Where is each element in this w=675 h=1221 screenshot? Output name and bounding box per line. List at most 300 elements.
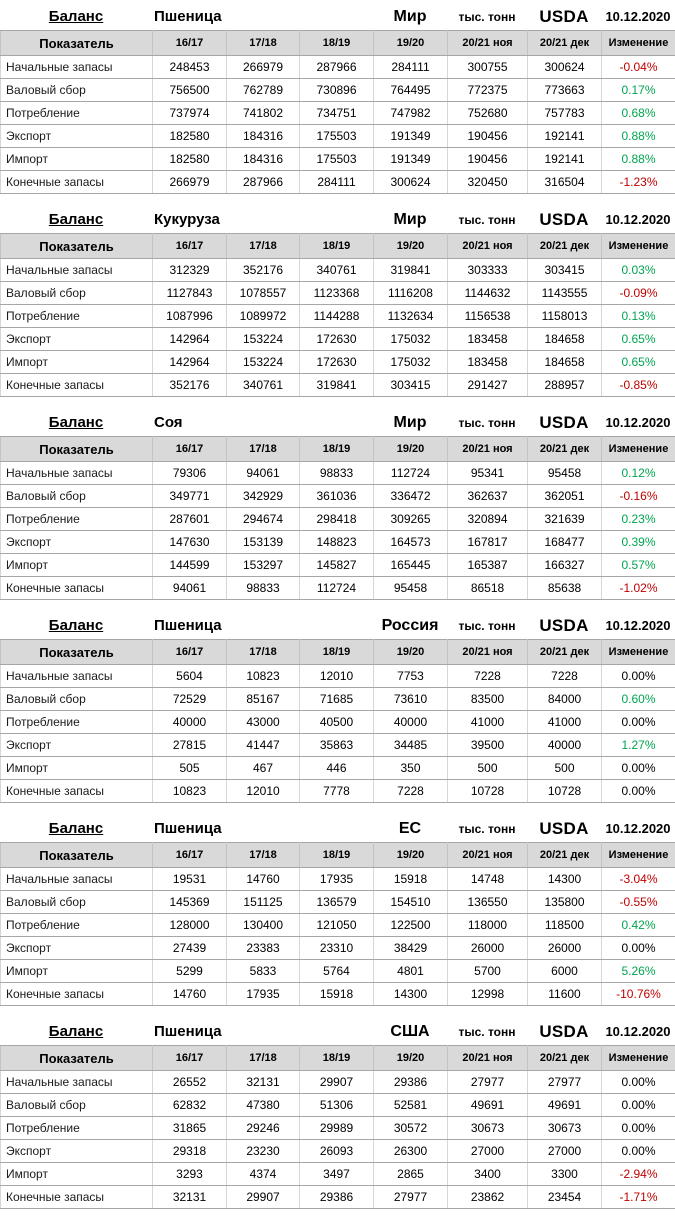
value-cell: 40000	[528, 734, 602, 757]
change-cell: 0.00%	[602, 665, 675, 688]
value-cell: 154510	[374, 891, 448, 914]
value-cell: 362051	[528, 485, 602, 508]
value-cell: 73610	[374, 688, 448, 711]
unit-label: тыс. тонн	[447, 10, 527, 24]
value-cell: 34485	[374, 734, 448, 757]
value-cell: 340761	[300, 259, 374, 282]
change-column-header: Изменение	[602, 31, 675, 56]
table-title-row	[0, 206, 675, 233]
value-cell: 10823	[153, 780, 227, 803]
data-table	[0, 1045, 675, 1209]
value-cell: 266979	[227, 56, 300, 79]
value-cell: 142964	[153, 351, 227, 374]
row-label: Начальные запасы	[1, 56, 153, 79]
value-cell: 12010	[300, 665, 374, 688]
change-cell: 0.00%	[602, 937, 675, 960]
value-cell: 5700	[448, 960, 528, 983]
change-cell: -0.55%	[602, 891, 675, 914]
value-cell: 350	[374, 757, 448, 780]
value-cell: 747982	[374, 102, 448, 125]
source-label: USDA	[527, 413, 601, 433]
data-table	[0, 233, 675, 397]
value-cell: 14760	[227, 868, 300, 891]
unit-label: тыс. тонн	[447, 1025, 527, 1039]
column-header: 18/19	[300, 843, 374, 868]
column-header: 18/19	[300, 1046, 374, 1071]
change-cell: 0.13%	[602, 305, 675, 328]
row-label: Потребление	[1, 305, 153, 328]
value-cell: 41000	[448, 711, 528, 734]
row-label: Начальные запасы	[1, 665, 153, 688]
change-cell: 1.27%	[602, 734, 675, 757]
row-label: Валовый сбор	[1, 891, 153, 914]
change-column-header: Изменение	[602, 234, 675, 259]
table-row	[1, 868, 675, 891]
value-cell: 94061	[227, 462, 300, 485]
source-label: USDA	[527, 210, 601, 230]
unit-label: тыс. тонн	[447, 822, 527, 836]
value-cell: 29246	[227, 1117, 300, 1140]
value-cell: 730896	[300, 79, 374, 102]
value-cell: 94061	[153, 577, 227, 600]
value-cell: 27977	[528, 1071, 602, 1094]
column-header: 20/21 дек	[528, 31, 602, 56]
table-title-row	[0, 815, 675, 842]
value-cell: 1156538	[448, 305, 528, 328]
value-cell: 287966	[300, 56, 374, 79]
value-cell: 14748	[448, 868, 528, 891]
change-cell: -0.16%	[602, 485, 675, 508]
value-cell: 147630	[153, 531, 227, 554]
change-cell: -1.23%	[602, 171, 675, 194]
value-cell: 10728	[448, 780, 528, 803]
change-cell: 0.00%	[602, 1071, 675, 1094]
value-cell: 130400	[227, 914, 300, 937]
value-cell: 62832	[153, 1094, 227, 1117]
table-title-row	[0, 409, 675, 436]
value-cell: 85167	[227, 688, 300, 711]
value-cell: 172630	[300, 328, 374, 351]
table-row	[1, 1117, 675, 1140]
value-cell: 84000	[528, 688, 602, 711]
value-cell: 29907	[300, 1071, 374, 1094]
value-cell: 319841	[300, 374, 374, 397]
report-date: 10.12.2020	[601, 9, 675, 24]
value-cell: 762789	[227, 79, 300, 102]
value-cell: 29907	[227, 1186, 300, 1209]
value-cell: 17935	[300, 868, 374, 891]
header-row	[1, 31, 675, 56]
value-cell: 5764	[300, 960, 374, 983]
table-row	[1, 937, 675, 960]
value-cell: 35863	[300, 734, 374, 757]
column-header: 19/20	[374, 1046, 448, 1071]
unit-label: тыс. тонн	[447, 619, 527, 633]
value-cell: 300624	[374, 171, 448, 194]
balance-title: Баланс	[0, 617, 152, 634]
value-cell: 352176	[153, 374, 227, 397]
value-cell: 4374	[227, 1163, 300, 1186]
value-cell: 287601	[153, 508, 227, 531]
indicator-header: Показатель	[1, 843, 153, 868]
row-label: Экспорт	[1, 531, 153, 554]
row-label: Валовый сбор	[1, 79, 153, 102]
value-cell: 5604	[153, 665, 227, 688]
column-header: 16/17	[153, 640, 227, 665]
row-label: Потребление	[1, 711, 153, 734]
value-cell: 29386	[300, 1186, 374, 1209]
value-cell: 316504	[528, 171, 602, 194]
value-cell: 30572	[374, 1117, 448, 1140]
column-header: 17/18	[227, 31, 300, 56]
value-cell: 340761	[227, 374, 300, 397]
value-cell: 165445	[374, 554, 448, 577]
value-cell: 294674	[227, 508, 300, 531]
column-header: 19/20	[374, 437, 448, 462]
change-cell: -1.02%	[602, 577, 675, 600]
row-label: Валовый сбор	[1, 282, 153, 305]
value-cell: 95458	[374, 577, 448, 600]
value-cell: 27439	[153, 937, 227, 960]
value-cell: 40500	[300, 711, 374, 734]
value-cell: 135800	[528, 891, 602, 914]
value-cell: 95458	[528, 462, 602, 485]
value-cell: 30673	[528, 1117, 602, 1140]
balance-table	[0, 206, 675, 397]
table-row	[1, 351, 675, 374]
source-label: USDA	[527, 7, 601, 27]
row-label: Импорт	[1, 554, 153, 577]
row-label: Экспорт	[1, 125, 153, 148]
value-cell: 1132634	[374, 305, 448, 328]
table-row	[1, 891, 675, 914]
value-cell: 5833	[227, 960, 300, 983]
data-table	[0, 842, 675, 1006]
change-cell: 0.65%	[602, 351, 675, 374]
value-cell: 361036	[300, 485, 374, 508]
commodity-title: Пшеница	[152, 820, 373, 837]
row-label: Экспорт	[1, 937, 153, 960]
value-cell: 184316	[227, 125, 300, 148]
value-cell: 49691	[528, 1094, 602, 1117]
value-cell: 41000	[528, 711, 602, 734]
table-row	[1, 1163, 675, 1186]
column-header: 16/17	[153, 234, 227, 259]
change-cell: -10.76%	[602, 983, 675, 1006]
value-cell: 1143555	[528, 282, 602, 305]
value-cell: 167817	[448, 531, 528, 554]
change-cell: -1.71%	[602, 1186, 675, 1209]
value-cell: 7228	[374, 780, 448, 803]
value-cell: 83500	[448, 688, 528, 711]
table-row	[1, 983, 675, 1006]
table-row	[1, 125, 675, 148]
value-cell: 30673	[448, 1117, 528, 1140]
indicator-header: Показатель	[1, 437, 153, 462]
value-cell: 26000	[448, 937, 528, 960]
region-title: Мир	[373, 414, 447, 432]
balance-title: Баланс	[0, 820, 152, 837]
source-label: USDA	[527, 1022, 601, 1042]
value-cell: 41447	[227, 734, 300, 757]
row-label: Импорт	[1, 960, 153, 983]
value-cell: 192141	[528, 148, 602, 171]
value-cell: 153224	[227, 351, 300, 374]
change-cell: 0.00%	[602, 757, 675, 780]
table-row	[1, 688, 675, 711]
value-cell: 349771	[153, 485, 227, 508]
header-row	[1, 640, 675, 665]
change-cell: 0.68%	[602, 102, 675, 125]
value-cell: 86518	[448, 577, 528, 600]
value-cell: 165387	[448, 554, 528, 577]
value-cell: 11600	[528, 983, 602, 1006]
value-cell: 38429	[374, 937, 448, 960]
value-cell: 98833	[300, 462, 374, 485]
value-cell: 95341	[448, 462, 528, 485]
row-label: Импорт	[1, 757, 153, 780]
row-label: Потребление	[1, 102, 153, 125]
value-cell: 291427	[448, 374, 528, 397]
value-cell: 1144288	[300, 305, 374, 328]
value-cell: 505	[153, 757, 227, 780]
column-header: 18/19	[300, 640, 374, 665]
table-body	[1, 259, 675, 397]
value-cell: 287966	[227, 171, 300, 194]
indicator-header: Показатель	[1, 640, 153, 665]
table-row	[1, 711, 675, 734]
column-header: 16/17	[153, 1046, 227, 1071]
column-header: 17/18	[227, 640, 300, 665]
report-date: 10.12.2020	[601, 415, 675, 430]
value-cell: 85638	[528, 577, 602, 600]
value-cell: 23310	[300, 937, 374, 960]
value-cell: 26552	[153, 1071, 227, 1094]
column-header: 20/21 дек	[528, 234, 602, 259]
value-cell: 52581	[374, 1094, 448, 1117]
column-header: 20/21 ноя	[448, 437, 528, 462]
table-row	[1, 757, 675, 780]
value-cell: 190456	[448, 148, 528, 171]
header-row	[1, 1046, 675, 1071]
table-row	[1, 734, 675, 757]
value-cell: 352176	[227, 259, 300, 282]
header-row	[1, 843, 675, 868]
value-cell: 10823	[227, 665, 300, 688]
value-cell: 7753	[374, 665, 448, 688]
unit-label: тыс. тонн	[447, 213, 527, 227]
report-date: 10.12.2020	[601, 618, 675, 633]
change-cell: 0.88%	[602, 148, 675, 171]
row-label: Валовый сбор	[1, 1094, 153, 1117]
change-cell: 0.88%	[602, 125, 675, 148]
value-cell: 172630	[300, 351, 374, 374]
change-cell: -0.85%	[602, 374, 675, 397]
change-cell: 0.00%	[602, 1117, 675, 1140]
column-header: 19/20	[374, 234, 448, 259]
column-header: 19/20	[374, 843, 448, 868]
table-row	[1, 960, 675, 983]
indicator-header: Показатель	[1, 234, 153, 259]
value-cell: 182580	[153, 148, 227, 171]
change-column-header: Изменение	[602, 843, 675, 868]
change-column-header: Изменение	[602, 437, 675, 462]
value-cell: 27000	[528, 1140, 602, 1163]
value-cell: 183458	[448, 328, 528, 351]
change-cell: -2.94%	[602, 1163, 675, 1186]
value-cell: 23230	[227, 1140, 300, 1163]
table-row	[1, 1071, 675, 1094]
value-cell: 184658	[528, 351, 602, 374]
column-header: 20/21 ноя	[448, 843, 528, 868]
value-cell: 183458	[448, 351, 528, 374]
report-date: 10.12.2020	[601, 1024, 675, 1039]
row-label: Потребление	[1, 914, 153, 937]
unit-label: тыс. тонн	[447, 416, 527, 430]
row-label: Начальные запасы	[1, 259, 153, 282]
change-cell: 0.12%	[602, 462, 675, 485]
value-cell: 320894	[448, 508, 528, 531]
change-cell: 0.00%	[602, 1094, 675, 1117]
value-cell: 2865	[374, 1163, 448, 1186]
value-cell: 741802	[227, 102, 300, 125]
value-cell: 19531	[153, 868, 227, 891]
row-label: Конечные запасы	[1, 983, 153, 1006]
value-cell: 336472	[374, 485, 448, 508]
table-row	[1, 485, 675, 508]
value-cell: 32131	[153, 1186, 227, 1209]
value-cell: 1089972	[227, 305, 300, 328]
balance-table	[0, 3, 675, 194]
column-header: 17/18	[227, 234, 300, 259]
value-cell: 49691	[448, 1094, 528, 1117]
change-column-header: Изменение	[602, 1046, 675, 1071]
value-cell: 7778	[300, 780, 374, 803]
region-title: США	[373, 1023, 447, 1041]
column-header: 20/21 ноя	[448, 234, 528, 259]
change-cell: 0.57%	[602, 554, 675, 577]
row-label: Потребление	[1, 1117, 153, 1140]
value-cell: 5299	[153, 960, 227, 983]
table-body	[1, 868, 675, 1006]
row-label: Экспорт	[1, 1140, 153, 1163]
table-row	[1, 56, 675, 79]
row-label: Валовый сбор	[1, 485, 153, 508]
value-cell: 12010	[227, 780, 300, 803]
value-cell: 764495	[374, 79, 448, 102]
value-cell: 175503	[300, 148, 374, 171]
value-cell: 320450	[448, 171, 528, 194]
row-label: Начальные запасы	[1, 1071, 153, 1094]
table-title-row	[0, 3, 675, 30]
column-header: 17/18	[227, 1046, 300, 1071]
table-row	[1, 577, 675, 600]
value-cell: 153224	[227, 328, 300, 351]
table-row	[1, 531, 675, 554]
value-cell: 23862	[448, 1186, 528, 1209]
value-cell: 10728	[528, 780, 602, 803]
value-cell: 321639	[528, 508, 602, 531]
value-cell: 98833	[227, 577, 300, 600]
value-cell: 3497	[300, 1163, 374, 1186]
balance-table	[0, 1018, 675, 1209]
column-header: 19/20	[374, 640, 448, 665]
value-cell: 303333	[448, 259, 528, 282]
change-cell: 0.42%	[602, 914, 675, 937]
column-header: 20/21 дек	[528, 843, 602, 868]
value-cell: 148823	[300, 531, 374, 554]
value-cell: 118500	[528, 914, 602, 937]
row-label: Потребление	[1, 508, 153, 531]
change-column-header: Изменение	[602, 640, 675, 665]
value-cell: 1123368	[300, 282, 374, 305]
balance-table	[0, 815, 675, 1006]
value-cell: 153297	[227, 554, 300, 577]
value-cell: 734751	[300, 102, 374, 125]
value-cell: 300755	[448, 56, 528, 79]
commodity-title: Пшеница	[152, 8, 373, 25]
change-cell: 5.26%	[602, 960, 675, 983]
value-cell: 190456	[448, 125, 528, 148]
value-cell: 1144632	[448, 282, 528, 305]
value-cell: 500	[528, 757, 602, 780]
value-cell: 309265	[374, 508, 448, 531]
value-cell: 284111	[374, 56, 448, 79]
value-cell: 1116208	[374, 282, 448, 305]
value-cell: 312329	[153, 259, 227, 282]
row-label: Импорт	[1, 351, 153, 374]
value-cell: 27977	[448, 1071, 528, 1094]
value-cell: 40000	[153, 711, 227, 734]
value-cell: 128000	[153, 914, 227, 937]
indicator-header: Показатель	[1, 31, 153, 56]
balance-table	[0, 612, 675, 803]
value-cell: 27977	[374, 1186, 448, 1209]
value-cell: 14760	[153, 983, 227, 1006]
value-cell: 14300	[374, 983, 448, 1006]
value-cell: 79306	[153, 462, 227, 485]
value-cell: 1087996	[153, 305, 227, 328]
column-header: 20/21 дек	[528, 1046, 602, 1071]
value-cell: 7228	[448, 665, 528, 688]
commodity-title: Кукуруза	[152, 211, 373, 228]
value-cell: 12998	[448, 983, 528, 1006]
value-cell: 142964	[153, 328, 227, 351]
table-row	[1, 665, 675, 688]
value-cell: 121050	[300, 914, 374, 937]
table-row	[1, 1186, 675, 1209]
value-cell: 26000	[528, 937, 602, 960]
value-cell: 500	[448, 757, 528, 780]
value-cell: 756500	[153, 79, 227, 102]
commodity-title: Пшеница	[152, 617, 373, 634]
table-row	[1, 1140, 675, 1163]
value-cell: 446	[300, 757, 374, 780]
value-cell: 71685	[300, 688, 374, 711]
value-cell: 168477	[528, 531, 602, 554]
change-cell: 0.65%	[602, 328, 675, 351]
value-cell: 175032	[374, 351, 448, 374]
balance-title: Баланс	[0, 1023, 152, 1040]
region-title: Россия	[373, 617, 447, 635]
value-cell: 757783	[528, 102, 602, 125]
region-title: ЕС	[373, 820, 447, 838]
column-header: 20/21 ноя	[448, 31, 528, 56]
value-cell: 51306	[300, 1094, 374, 1117]
table-row	[1, 305, 675, 328]
table-row	[1, 780, 675, 803]
column-header: 18/19	[300, 234, 374, 259]
